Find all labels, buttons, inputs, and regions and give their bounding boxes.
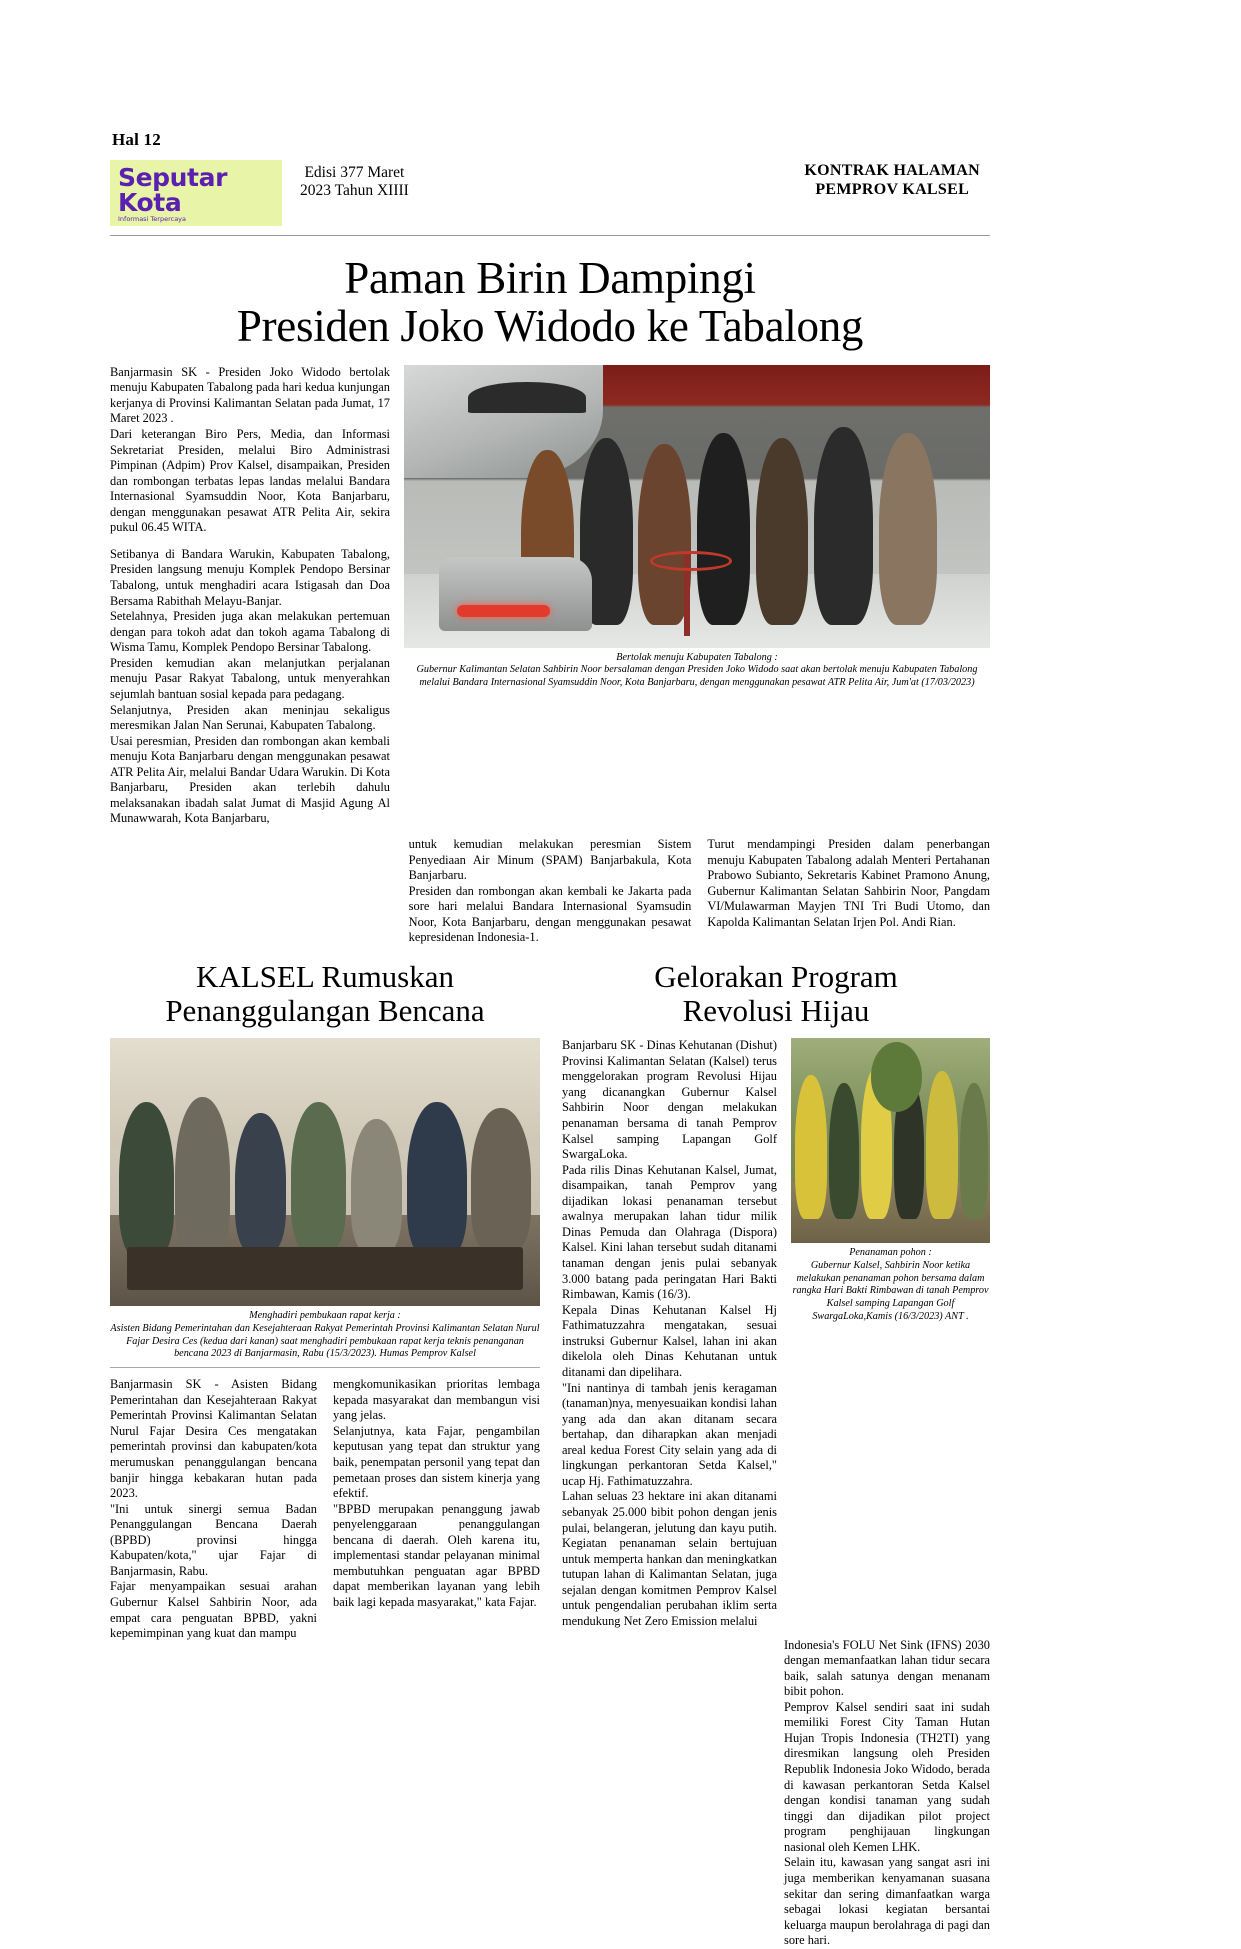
- hijau-top-flow: [562, 1038, 990, 1629]
- kalsel-headline-line-1: KALSEL Rumuskan: [195, 958, 455, 994]
- kalsel-photo-caption: [110, 1310, 540, 1361]
- lead-col1-p7: Usai peresmian, Presiden dan rombongan akan kembali menuju Kota Banjarbaru dengan menggunakan pesawat ATR Pelita Air, melalui Bandar Udara Warukin. Di Kota Banjarbaru, Presiden akan terlebih dahulu melaksanakan ibadah salat Jumat di Masjid Agung Al Munawwarah, Kota Banjarbaru,: [110, 733, 390, 826]
- lead-photo-caption: [404, 652, 990, 690]
- article-hijau: [562, 956, 990, 1949]
- brand-plate: [110, 160, 282, 226]
- lead-column-1: [110, 365, 390, 827]
- hijau-headline-line-2: Revolusi Hijau: [682, 993, 870, 1029]
- secondary-section: [110, 956, 990, 1949]
- contract-note: [804, 160, 980, 199]
- contract-line-1: KONTRAK HALAMAN: [804, 162, 980, 179]
- hijau-photo-caption-body: Gubernur Kalsel, Sahbirin Noor ketika melakukan penanaman pohon bersama dalam rangka Hari Bakti Rimbawan di tanah Pemprov Kalsel samping Lapangan Golf SwargaLoka,Kamis (16/3/2023) ANT .: [792, 1259, 989, 1322]
- kalsel-headline-line-2: Penanggulangan Bencana: [165, 993, 485, 1029]
- lead-photo-caption-title: Bertolak menuju Kabupaten Tabalong :: [616, 651, 778, 663]
- hijau-headline-line-1: Gelorakan Program: [654, 958, 898, 994]
- hijau-col2-p3: Selain itu, kawasan yang sangat asri ini juga memberikan kenyamanan suasana sekitar dan sering dimanfaatkan warga sebagai lokasi kegiatan bersantai keluarga maupun berolahraga di pagi dan sore hari.: [784, 1855, 990, 1948]
- hijau-col1-p2: Pada rilis Dinas Kehutanan Kalsel, Jumat, disampaikan, tanah Pemprov yang dijadikan lokasi penanaman tersebut awalnya merupakan lahan tidur milik Dinas Pemuda dan Olahraga (Dispora) Kalsel. Kini lahan tersebut sudah ditanami tanaman dengan jenis pulai sebanyak 3.000 batang pada peringatan Hari Bakti Rimbawan, Kamis (16/3).: [562, 1162, 777, 1302]
- masthead: [110, 160, 990, 226]
- lead-article-body: [110, 365, 990, 827]
- lead-continuation-col-3: [707, 837, 990, 946]
- edition-line-2: 2023 Tahun XIIII: [300, 181, 409, 199]
- kalsel-columns: [110, 1377, 540, 1642]
- edition-info: [300, 160, 409, 200]
- newspaper-page: [110, 130, 990, 1949]
- lead-col1-p5: Presiden kemudian akan melanjutkan perjalanan menuju Pasar Rakyat Tabalong, untuk menyerahkan sejumlah bantuan sosial kepada para pedagang.: [110, 655, 390, 701]
- kalsel-col1-p3: Fajar menyampaikan sesuai arahan Gubernur Kalsel Sahbirin Noor, ada empat cara penguatan BPBD, yakni kepemimpinan yang kuat dan mampu: [110, 1579, 317, 1641]
- brand-block: [110, 160, 282, 226]
- lead-col3-p1: Turut mendampingi Presiden dalam penerbangan menuju Kabupaten Tabalong adalah Menteri Pertahanan Prabowo Subianto, Sekretaris Kabinet Pramono Anung, Gubernur Kalimantan Selatan Sahbirin Noor, Pangdam VI/Mulawarman Mayjen TNI Tri Budi Utomo, dan Kapolda Kalimantan Selatan Irjen Pol. Andi Rian.: [707, 837, 991, 929]
- hijau-photo-caption-title: Penanaman pohon :: [849, 1247, 932, 1259]
- kalsel-col1-p1: Banjarmasin SK - Asisten Bidang Pemerintahan dan Kesejahteraan Rakyat Pemerintah Provinsi Kalimantan Selatan Nurul Fajar Desira Ces mengatakan pemerintah provinsi dan kabupaten/kota merumuskan penanggulangan bencana banjir hingga kebakaran hutan pada 2023.: [110, 1377, 317, 1501]
- kalsel-divider: [110, 1367, 540, 1368]
- hijau-col1-p4: "Ini nantinya di tambah jenis keragaman (tanaman)nya, menyesuaikan kondisi lahan yang ada dan akan ditanam secara bertahap, dan diharapkan akan menjadi areal kedua Forest City selain yang ada di lingkungan perkantoran Setda Kalsel," ucap Hj. Fathimatuzzahra.: [562, 1380, 777, 1488]
- hijau-bottom-flow: [562, 1638, 990, 1949]
- brand-name: Seputar Kota: [118, 163, 228, 217]
- kalsel-photo-caption-title: Menghadiri pembukaan rapat kerja :: [249, 1310, 401, 1322]
- hijau-col1-p1: Banjarbaru SK - Dinas Kehutanan (Dishut) Provinsi Kalimantan Selatan (Kalsel) terus menggelorakan program Revolusi Hijau yang dicanangkan Gubernur Kalsel Sahbirin Noor dengan melakukan penanaman bersama di tanah Pemprov Kalsel samping Lapangan Golf SwargaLoka.: [562, 1038, 777, 1162]
- brand-tagline: Informasi Terpercaya: [118, 215, 187, 223]
- kalsel-col-2: [333, 1377, 540, 1642]
- hijau-col2-p2: Pemprov Kalsel sendiri saat ini sudah memiliki Forest City Taman Hutan Hujan Tropis Indonesia (TH2TI) yang diresmikan langsung oleh Presiden Republik Indonesia Joko Widodo, berada di kawasan perkantoran Setda Kalsel dengan kondisi tanaman yang sudah tinggi dan dijadikan pilot project program penghijauan lingkungan nasional oleh Kemen LHK.: [784, 1699, 990, 1854]
- lead-continuation-col-1: [110, 837, 393, 946]
- hijau-col-2: [784, 1638, 990, 1949]
- lead-col2-p2: Presiden dan rombongan akan kembali ke Jakarta pada sore hari melalui Bandara Internasional Syamsudin Noor, Kota Banjarbaru, dengan menggunakan pesawat kepresidenan Indonesia-1.: [408, 883, 692, 945]
- page-folio: Hal 12: [112, 130, 161, 149]
- lead-photo: [404, 365, 990, 648]
- edition-line-1: Edisi 377 Maret: [304, 164, 405, 181]
- lead-headline: [110, 254, 990, 351]
- hijau-headline: [562, 960, 990, 1028]
- hijau-photo-block: [791, 1038, 990, 1629]
- kalsel-headline: [110, 960, 540, 1028]
- kalsel-photo-caption-body: Asisten Bidang Pemerintahan dan Kesejahteraan Rakyat Pemerintah Provinsi Kalimantan Selatan Nurul Fajar Desira Ces (kedua dari kanan) saat menghadiri pembukaan rapat kerja teknis penanganan bencana 2023 di Banjarmasin, Rabu (15/3/2023). Humas Pemprov Kalsel: [110, 1322, 540, 1360]
- article-kalsel: [110, 956, 540, 1949]
- lead-col1-p3: Setibanya di Bandara Warukin, Kabupaten Tabalong, Presiden langsung menuju Komplek Pendopo Bersinar Tabalong, untuk menghadiri acara Istigasah dan Doa Bersama Rabithah Melayu-Banjar.: [110, 546, 390, 608]
- masthead-divider: [110, 235, 990, 236]
- hijau-col-1: [562, 1038, 777, 1629]
- kalsel-photo: [110, 1038, 540, 1306]
- hijau-photo: [791, 1038, 990, 1243]
- kalsel-col1-p2: "Ini untuk sinergi semua Badan Penanggulangan Bencana Daerah (BPBD) provinsi hingga Kabupaten/kota," ujar Fajar di Banjarmasin, Rabu.: [110, 1501, 317, 1578]
- lead-col1-p4: Setelahnya, Presiden juga akan melakukan pertemuan dengan para tokoh adat dan tokoh agama Tabalong di Wisma Tamu, Komplek Pendopo Bersinar Tabalong.: [110, 609, 390, 655]
- lead-col1-p6: Selanjutnya, Presiden akan meninjau sekaligus meresmikan Jalan Nan Serunai, Kabupaten Tabalong.: [110, 702, 390, 733]
- lead-photo-caption-body: Gubernur Kalimantan Selatan Sahbirin Noor bersalaman dengan Presiden Joko Widodo saat akan bertolak menuju Kabupaten Tabalong melalui Bandara Internasional Syamsuddin Noor, Kota Banjarbaru, dengan menggunakan pesawat ATR Pelita Air, Jum'at (17/03/2023): [416, 664, 978, 689]
- lead-continuation-col-2: [409, 837, 692, 946]
- hijau-col1-p3: Kepala Dinas Kehutanan Kalsel Hj Fathimatuzzahra mengatakan, sesuai instruksi Gubernur Kalsel, lahan ini akan dikelola oleh Dinas Kehutanan untuk ditanami dan dipelihara.: [562, 1302, 777, 1379]
- kalsel-col-1: [110, 1377, 317, 1642]
- hijau-col-1-cont: [562, 1638, 768, 1949]
- lead-photo-block: [404, 365, 990, 690]
- lead-headline-line-2: Presiden Joko Widodo ke Tabalong: [236, 301, 864, 352]
- hijau-col2-p1: Indonesia's FOLU Net Sink (IFNS) 2030 dengan memanfaatkan lahan tidur secara baik, salah satunya dengan menanam bibit pohon.: [784, 1637, 990, 1699]
- contract-line-2: PEMPROV KALSEL: [815, 180, 970, 198]
- lead-col1-p1: Banjarmasin SK - Presiden Joko Widodo bertolak menuju Kabupaten Tabalong pada hari kedua kunjungan kerjanya di Provinsi Kalimantan Selatan pada Jumat, 17 Maret 2023 .: [110, 364, 390, 426]
- kalsel-col2-p2: Selanjutnya, kata Fajar, pengambilan keputusan yang tepat dan struktur yang baik, penempatan personil yang tepat dan pemetaan proses dan sistem kinerja yang efektif.: [333, 1423, 540, 1501]
- lead-col1-p2: Dari keterangan Biro Pers, Media, dan Informasi Sekretariat Presiden, melalui Biro Administrasi Pimpinan (Adpim) Prov Kalsel, disampaikan, Presiden dan rombongan terbatas lepas landas melalui Bandara Internasional Syamsuddin Noor, Kota Banjarbaru, dengan menggunakan pesawat ATR Pelita Air, sekira pukul 06.45 WITA.: [110, 426, 390, 535]
- hijau-photo-caption: [791, 1247, 990, 1324]
- lead-continuation: [110, 837, 990, 946]
- kalsel-col2-p3: "BPBD merupakan penanggung jawab penyelenggaraan penanggulangan bencana di daerah. Oleh karena itu, implementasi standar pelayanan minimal membutuhkan penguatan agar BPBD dapat memberikan layanan yang lebih baik lagi kepada masyarakat," kata Fajar.: [333, 1501, 540, 1609]
- hijau-col1-p5: Lahan seluas 23 hektare ini akan ditanami sebanyak 25.000 bibit pohon dengan jenis pulai, belangeran, jelutung dan kayu putih. Kegiatan penanaman selain bertujuan untuk memperta hankan dan meningkatkan tutupan lahan di Kalimantan Selatan, juga sejalan dengan komitmen Pemprov Kalsel untuk pengendalian perubahan iklim serta mendukung Net Zero Emission melalui: [562, 1489, 777, 1628]
- lead-headline-line-1: Paman Birin Dampingi: [344, 252, 756, 303]
- kalsel-col2-p1: mengkomunikasikan prioritas lembaga kepada masyarakat dan membangun visi yang jelas.: [333, 1377, 540, 1423]
- lead-col2-p1: untuk kemudian melakukan peresmian Sistem Penyediaan Air Minum (SPAM) Banjarbakula, Kota Banjarbaru.: [408, 837, 692, 883]
